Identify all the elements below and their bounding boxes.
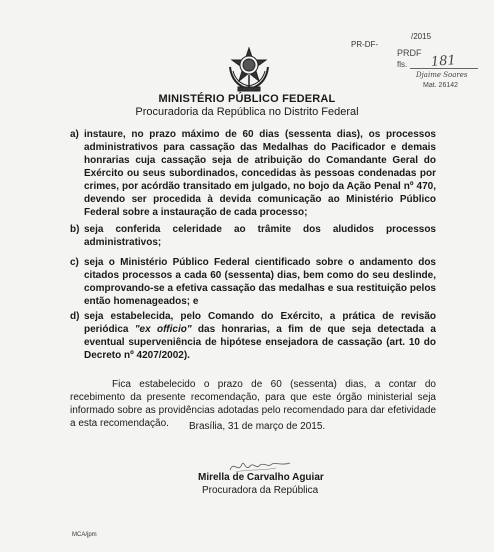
item-text: seja o Ministério Público Federal cientificado sobre o andamento dos citados processos a cada 60 (sessenta) dias, bem como do seu deslinde, comprovando-se a efetiva cassação das medalhas e sua restituição pelos então homenageados; e	[84, 257, 436, 307]
recommendation-item	[70, 256, 436, 308]
stamp-pages-label: fls.	[397, 60, 408, 69]
recommendation-item	[70, 310, 436, 362]
closing-text: Fica estabelecido o prazo de 60 (sessenta) dias, a contar do recebimento da presente recomendação, para que este órgão ministerial seja informado sobre as providências adotadas pelo recomendado para dar efetividade a esta recomendação.	[70, 379, 436, 429]
stamp-page-number: 181	[430, 53, 457, 70]
recommendation-item	[70, 128, 436, 219]
signatory-name: Mirella de Carvalho Aguiar	[198, 472, 324, 483]
signatory-role: Procuradora da República	[202, 485, 319, 496]
recommendation-item	[70, 223, 436, 249]
letterhead-subtitle: Procuradoria da República no Distrito Federal	[135, 106, 359, 118]
item-text-part: seja estabelecida, pelo Comando do Exército, a prática de revisão periódica	[84, 311, 436, 335]
stamp-signatory: Djaime Soares	[416, 71, 468, 79]
stamp-registration: Mat. 26142	[423, 82, 459, 89]
letterhead-title: MINISTÉRIO PÚBLICO FEDERAL	[158, 93, 336, 105]
document-code: PR-DF-	[351, 40, 379, 49]
stamp-org: PRDF	[397, 48, 422, 58]
item-text	[84, 310, 436, 362]
item-text: seja conferida celeridade ao trâmite dos aludidos processos administrativos;	[84, 224, 436, 248]
date-line: Brasília, 31 de março de 2015.	[189, 421, 326, 432]
item-text: instaure, no prazo máximo de 60 dias (sessenta dias), os processos administrativos para cassação das Medalhas do Pacificador e demais honrarias cuja cassação seja de atribuição do Comandante Geral do Exército ou seus subordinados, concedidas às pessoas condenadas por crimes, por acórdão transitado em julgado, no bojo da Ação Penal nº 470, devendo ser procedida à devida comunicação ao Ministério Público Federal sobre a instauração de cada processo;	[84, 129, 436, 218]
item-letter: a)	[70, 129, 79, 140]
typist-initials: MCA/jpm	[72, 532, 97, 538]
page-stamp	[392, 43, 484, 95]
stamp-divider	[410, 68, 478, 69]
item-letter: c)	[70, 257, 79, 268]
item-letter: b)	[70, 224, 80, 235]
item-text-italic: "ex officio"	[134, 324, 192, 335]
document-year: /2015	[411, 32, 432, 41]
coat-of-arms-icon	[226, 45, 272, 93]
item-text-part: das honrarias, a fim de que seja detectada a eventual superveniência de hipótese ensejadora de cassação (art. 10 do Decreto nº 4207/2002).	[84, 324, 436, 361]
item-letter: d)	[70, 311, 80, 322]
